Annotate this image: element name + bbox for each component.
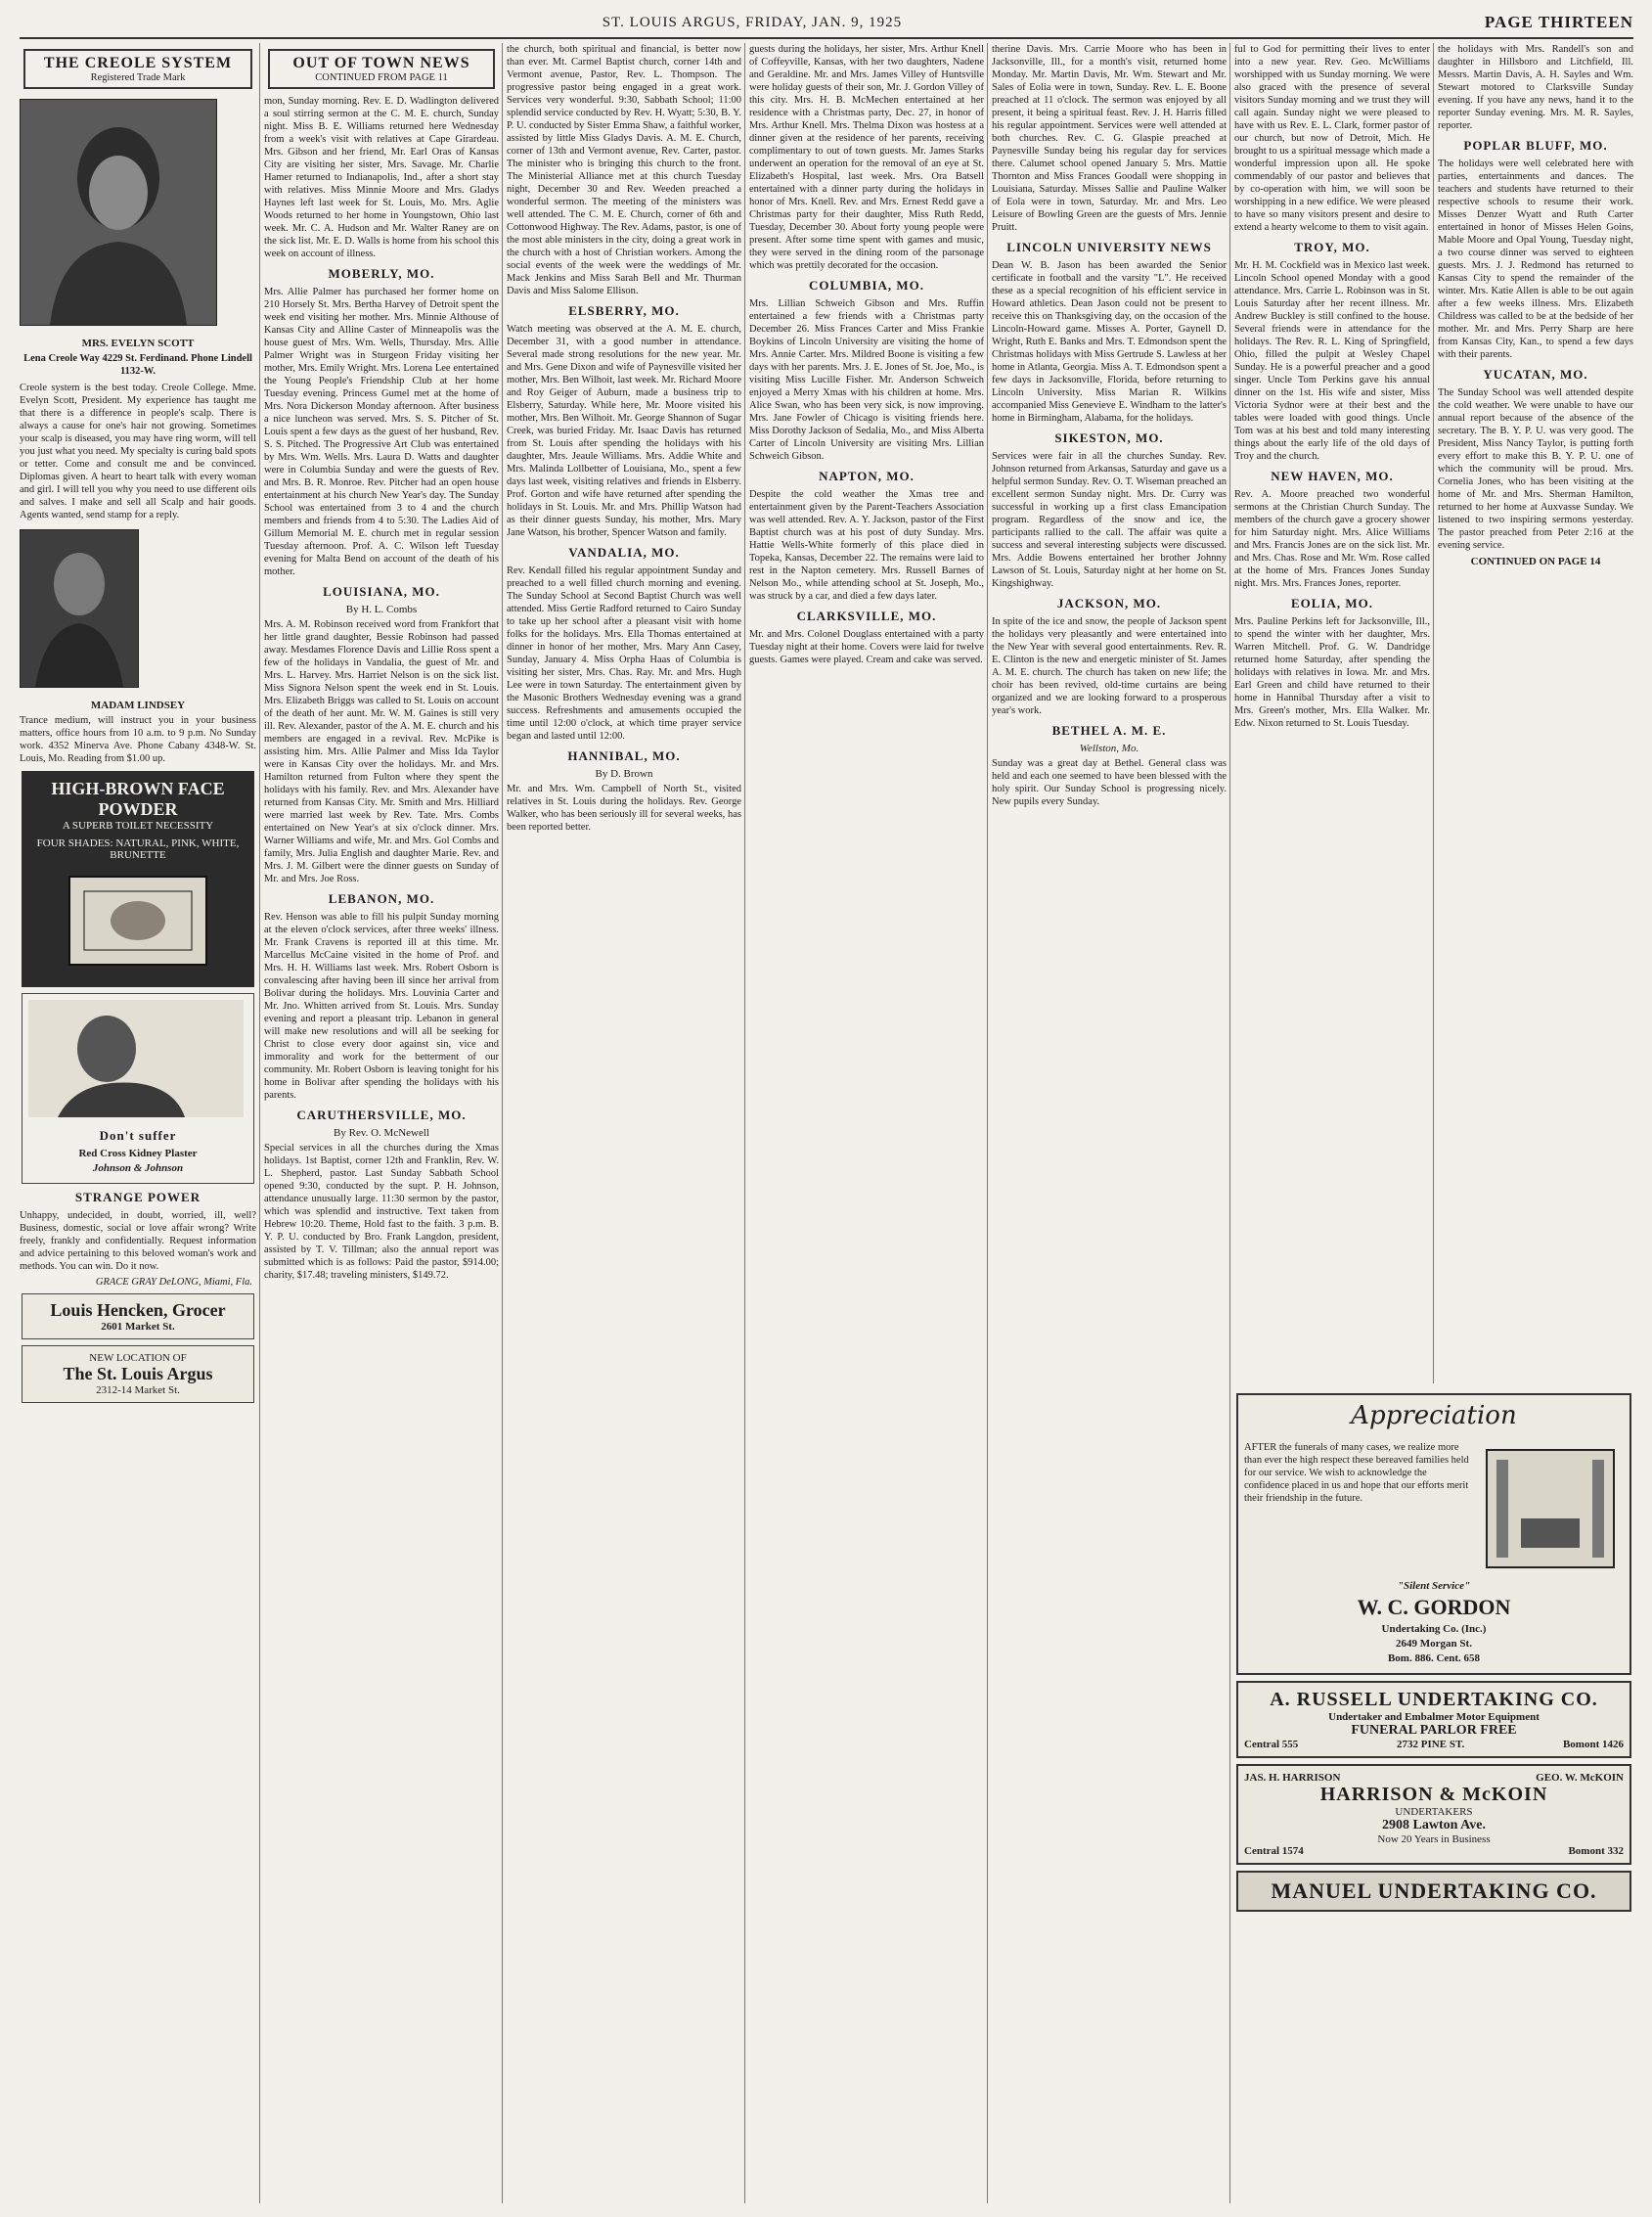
column-rule	[987, 43, 988, 2203]
clarksville-body: Mr. and Mrs. Colonel Douglass entertained with a party Tuesday night at their home. Covers were laid for twelve guests. Games were played. Cream and cake was served.	[749, 629, 984, 665]
elsberry-body: Watch meeting was observed at the A. M. E. church, December 31, with a good number in attendance. Several made strong resolutions for the new year. Mr. and Mrs. Gene Dixon and wife of Paynesville visited her mother, Mrs. Ben Wilhoit, last week. Mr. Richard Moore and Roy Geiger of Auburn, made a business trip to Elsberry, Saturday. While here, Mr. Moore visited his mother, Mrs. Ben Wilhoit. Mr. George Shannon of Sugar Creek, was buried Friday. Mr. Isaac Davis has returned from St. Louis after spending the holidays with his daughter, Mrs. Jeaule Williams. Mrs. Addie White and Mrs. Malinda Lollbetter of Louisiana, Mo., spent a few days last week, visiting relatives and friends in Elsberry. Prof. Gorton and wife have returned after spending the holidays in St. Louis. Mr. and Mrs. Phillip Watson had as their dinner guests Sunday, his mother, Mrs. Mary Jane Watson, his brother, Spencer Watson and family.	[507, 324, 741, 538]
strange-power-body: Unhappy, undecided, in doubt, worried, ill, well? Business, domestic, social or love affair wrong? Write freely, frankly and confidentially. Request information and advice pertaining to this beloved woman's work and methods. You can win. Do it now.	[20, 1210, 256, 1272]
redcross-maker: Johnson & Johnson	[92, 1162, 184, 1174]
caruthersville-heading: CARUTHERSVILLE, MO.	[296, 1108, 467, 1122]
appreciation-signature: "Silent Service"	[1397, 1580, 1471, 1592]
gordon-line: Undertaking Co. (Inc.)	[1381, 1623, 1487, 1635]
redcross-title: Don't suffer	[99, 1128, 177, 1143]
harrison-mckoin-ad	[1236, 1764, 1631, 1865]
louisiana-byline: By H. L. Combs	[345, 604, 418, 615]
creole-address: Lena Creole Way 4229 St. Ferdinand. Phone Lindell 1132-W.	[23, 353, 252, 377]
lincoln-body: Dean W. B. Jason has been awarded the Senior certificate in football and the varsity "L". He received these as a special recognition of his efficient service in Howard athletics. Dean Jason could not be present to receive this on Thanksgiving day, on the occasion of the Lincoln-Howard game. Misses A. Porter, Gaynell D. Wright, Ruth E. Banks and Mrs. T. Edmondson spent the Christmas holidays with Miss Gertrude S. Lawless at her home in Atlanta, Georgia. Miss A. T. Edmondson spent a few days in Jacksonville, Florida, before returning to Lincoln University. Miss Marian R. Wilkins accompanied Miss Genevieve E. Windham to the latter's home in Birmingham, Alabama, for the holidays.	[992, 260, 1227, 424]
creole-trademark: Registered Trade Mark	[90, 72, 186, 83]
hannibal-body: Mr. and Mrs. Wm. Campbell of North St., visited relatives in St. Louis during the holidays. Rev. George Walker, who has been seriously ill for several weeks, has been reported better.	[507, 784, 741, 833]
creole-ad	[23, 49, 252, 89]
portrait-photo	[20, 99, 217, 326]
harrison-owner1: JAS. H. HARRISON	[1244, 1772, 1341, 1784]
sikeston-heading: SIKESTON, MO.	[1054, 430, 1164, 445]
appreciation-body: AFTER the funerals of many cases, we realize more than ever the high respect these bereaved families held for our service. We wish to acknowledge the confidence placed in us and hope that our efforts merit their friendship in the future.	[1244, 1441, 1469, 1504]
harrison-address: 2908 Lawton Ave.	[1382, 1818, 1486, 1832]
louisiana-heading: LOUISIANA, MO.	[323, 584, 440, 599]
column-2	[264, 43, 499, 2203]
yucatan-body: The Sunday School was well attended despite the cold weather. We were unable to have our annual report because of the absence of the secretary. The B. Y. P. U. was very good. The President, Miss Nancy Taylor, is putting forth every effort to make this B. Y. P. U. one of which the community will be proud. Mrs. Cornelia Jones, who has been visiting at the home of Mr. and Mrs. Sherman Hamilton, returned to her home at Auxvasse Sunday. We listened to two inspiring sermons yesterday. The pastor preached from Peter 2:16 at the evening service.	[1438, 387, 1633, 551]
harrison-owner2: GEO. W. McKOIN	[1536, 1772, 1624, 1784]
poplar-bluff-heading: POPLAR BLUFF, MO.	[1463, 138, 1608, 153]
clarksville-heading: CLARKSVILLE, MO.	[796, 609, 937, 623]
argus-line2: The St. Louis Argus	[63, 1364, 213, 1383]
page-number: PAGE THIRTEEN	[1484, 13, 1633, 31]
napton-heading: NAPTON, MO.	[819, 469, 915, 483]
vandalia-body: Rev. Kendall filled his regular appointment Sunday and preached to a well filled church morning and evening. The Sunday School at Second Baptist Church was well attended. Miss Gertie Radford returned to Cairo Sunday to take up her school after a pleasant visit with home folks for the holidays. Mrs. Ella Thomas entertained at dinner in honor of her mother, Mrs. Mary Ann Casey, Sunday, January 4. Miss Orpha Haas of Columbia is visiting her sister, Mrs. Chas. Ray. Mr. and Mrs. Hugh Lee were in town Saturday. The entertainment given by the Masonic Brothers Wednesday evening was a grand success. Refreshments and amusements occupied the time until 12:00 o'clock, at which time prayer service began and lasted until 12:00.	[507, 566, 741, 742]
column-6-continued-body: ful to God for permitting their lives to enter into a new year. Rev. Geo. McWilliams worshipped with us Sunday morning. We were also graced with the presence of several visitors Sunday morning and we trust they will call again. Sunday night we were pleased to have with us Rev. E. L. Clark, former pastor of our church, but now of Detroit, Mich. He brought to us a spiritual message which made a wonderful impression upon all. He spoke commendably of our pastor and believes that by co-operation with him, we will soon be worshipping in a new edifice. We were pleased to have so many visitors present and desire to extend a hearty welcome to them to visit again.	[1234, 44, 1430, 233]
creole-body: Creole system is the best today. Creole College. Mme. Evelyn Scott, President. My experience has taught me that there is a difference in people's scalp. There is always a cause for one's hair not growing. Sometimes your scalp is diseased, you may have ring worm, will tell you just what you need. My specialty is curing bald spots or tetter. Come and consult me and be convinced. Diplomas given. A heart to heart talk with every woman and girl. I will tell you why you need to use different oils and salves. I make and sell all Scalp and hair goods. Agents wanted, send stamp for a reply.	[20, 383, 256, 520]
column-3-continued-body: the church, both spiritual and financial, is better now than ever. Mt. Carmel Baptist church, corner 14th and Vermont avenue, Pastor, Rev. L. Thompson. The progressive pastor being engaged in a great work. Services very wonderful. 9:30, Sabbath School; 11:00 splendid service conducted by Rev. H. Wyatt; 5:30, B. Y. P. U. conducted by Sister Emma Shaw, a faithful worker, assisted by little Miss Gladys Davis. A. M. E. Church, corner of 13th and Vermont avenue, Rev. Carter, pastor. The minister who is bringing this church to the front. The Ministerial Alliance met at this church Tuesday night, December 30 and Rev. Weeden preached a wonderful sermon. The meeting of the ministers was well attended. The C. M. E. Church, corner of 6th and Cottonwood Highway. The Rev. Adams, pastor, is one of the most able ministers in the city, doing a great work in the church with a host of Christian workers. Among the social events of the week were the weddings of Mr. Mack Jenkins and Miss Sarah Bell and Mr. Thurman Davis and Miss Salome Ellison.	[507, 44, 741, 296]
caruthersville-byline: By Rev. O. McNewell	[334, 1127, 429, 1139]
appreciation-ad	[1236, 1393, 1631, 1675]
column-rule	[259, 43, 260, 2203]
manuel-ad	[1236, 1871, 1631, 1912]
argus-line3: 2312-14 Market St.	[96, 1384, 180, 1396]
out-of-town-body: mon, Sunday morning. Rev. E. D. Wadlington delivered a soul stirring sermon at the C. M. E. church, Sunday night. Miss B. E. Williams returned here Wednesday from a week's visit with relatives at Cape Girardeau. Mrs. Gibson and her friend, Mr. Earl Oras of Kansas City are visiting her sister, Mrs. Savage. Mr. Charlie Hamer returned to Indianapolis, Ind., after a short stay with relatives. Miss Minnie Moore and Mrs. Gladys Haynes left last week for St. Louis, Mo. Mrs. Aglie Woods returned to her home in Youngstown, Ohio last week. Mr. C. A. Hudson and Mr. Walter Raney are on the sick list. Mr. E. D. Walls is home from his school this week on account of illness.	[264, 96, 499, 259]
highbrown-title: HIGH-BROWN FACE POWDER	[51, 779, 225, 819]
harrison-phone-row	[1244, 1845, 1624, 1857]
strange-power-heading: STRANGE POWER	[74, 1190, 201, 1204]
column-ads-left	[20, 43, 256, 2203]
russell-ad	[1236, 1681, 1631, 1758]
grocer-ad	[22, 1293, 254, 1339]
harrison-phone2: Bomont 332	[1568, 1845, 1624, 1857]
lebanon-heading: LEBANON, MO.	[328, 891, 435, 906]
out-of-town-title: OUT OF TOWN NEWS	[292, 55, 470, 71]
column-5	[992, 43, 1227, 2203]
column-7-continued-body: the holidays with Mrs. Randell's son and daughter in Hillsboro and Litchfield, Ill. Messrs. Martin Davis, A. H. Sayles and Wm. Stewart motored to Clarksville Sunday evening. If you have any news, hand it to the reporter Sunday evening. Mrs. M. R. Sayles, reporter.	[1438, 44, 1633, 131]
russell-line1: Undertaker and Embalmer Motor Equipment	[1328, 1711, 1540, 1723]
russell-name: A. RUSSELL UNDERTAKING CO.	[1270, 1689, 1598, 1710]
argus-location-ad	[22, 1345, 254, 1403]
redcross-name: Red Cross Kidney Plaster	[78, 1148, 198, 1159]
lindsey-body: Trance medium, will instruct you in your business matters, office hours from 10 a.m. to 9 p.m. No Sunday work. 4352 Minerva Ave. Phone Cabany 4348-W. St. Louis, Mo. Reading from $1.00 up.	[20, 715, 256, 764]
moberly-body: Mrs. Allie Palmer has purchased her former home on 210 Horsely St. Mrs. Bertha Harvey of Detroit spent the week end visiting her mother. Mrs. Minnie Althouse of Kansas City and Alline Caster of Minneapolis was the house guest of Mrs. Wm. Wells, Thursday. Mrs. Allie Palmer Wright was in Sturgeon Friday visiting her mother, Mrs. Emily Wright. Mrs. Lorena Lee entertained the Young People's Friendship Club at her home Tuesday evening. Princess Gumel met at the home of Mrs. Nora Dickerson Monday afternoon. After business a nice luncheon was served. Mrs. S. S. Pitcher of St. Louis spent a few days as the guest of her husband, Rev. S. S. Pitched. The Progressive Art Club was entertained by Mrs. Wm. Wells. Mrs. Laura D. Watts and daughter were in Columbia Sunday and were the guests of Rev. and Mrs. B. R. Monroe. Rev. Pitcher had an open house entertainment at his church New Year's day. The Sunday School was entertained from 3 to 4 and the church members and friends from 4 to 5:30. The Ladies Aid of Gillum Memorial M. E. church met in regular session Tuesday afternoon. Prof. A. C. Wilson left Tuesday evening for Malta Bend on account of the death of his mother.	[264, 287, 499, 577]
russell-phone1: Central 555	[1244, 1739, 1299, 1750]
funeral-parlor-illustration	[1477, 1430, 1624, 1577]
lindsey-caption: MADAM LINDSEY	[90, 700, 186, 711]
russell-phone2: Bomont 1426	[1562, 1739, 1624, 1750]
argus-line1: NEW LOCATION OF	[89, 1352, 187, 1364]
troy-body: Mr. H. M. Cockfield was in Mexico last week. Lincoln School opened Monday with a good attendance. Mrs. Carrie L. Robinson was in St. Louis Saturday after her recent illness. Mr. Andrew Buckley is still confined to the house. Several friends were in attendance for the holidays. The Rev. R. L. King of Springfield, Ohio, filled the pulpit at Wesley Chapel Sunday. He is a powerful preacher and a good singer. Uncle Tom Perkins gave his annual dinner on the 1st. His wife and sister, Miss Victoria Sydnor were at their best and the tables were loaded with good things. Uncle Tom was at his best and told many interesting things about the early life of the old days of Troy and the church.	[1234, 260, 1430, 462]
new-haven-heading: NEW HAVEN, MO.	[1271, 469, 1394, 483]
columbia-body: Mrs. Lillian Schweich Gibson and Mrs. Ruffin entertained a few friends with a Christmas party December 26. Miss Frances Carter and Miss Frankie Boykins of Lincoln University are visiting the home of Mrs. Annie Carter. Mrs. Mildred Boone is visiting a few days with her parents. Mrs. J. E. Jones of St. Joe, Mo., is visiting Miss Lucille Fisher. Mr. Anderson Schweich enjoyed a Merry Xmas with his children at home. Mrs. Alice Swan, who has been very sick, is now improving. Mrs. Jane Fowler of Chicago is visiting friends here. Miss Dorothy Jackson of Sedalia, Mo., and Miss Alberta Carter of Lincoln University are visiting Mrs. Lillian Schweich Gibson.	[749, 298, 984, 462]
highbrown-shades: FOUR SHADES: NATURAL, PINK, WHITE, BRUNETTE	[36, 837, 240, 861]
creole-caption: MRS. EVELYN SCOTT	[81, 338, 195, 349]
new-haven-body: Rev. A. Moore preached two wonderful sermons at the Christian Church Sunday. The members of the church gave a grocery shower for him Saturday night. Mrs. Alice Williams and Mrs. Francis Jones are on the sick list. Mr. and Mrs. Chas. Rose and Mr. Wm. Rose called at the home of Mrs. Frances Jones Sunday night. Mrs. Mrs. Frances Jones, reporter.	[1234, 489, 1430, 589]
napton-body: Despite the cold weather the Xmas tree and entertainment given by the Parent-Teachers Association was well attended. Rev. A. Y. Jackson, pastor of the First Baptist church was at his post of duty Sunday. Mrs. Hattie Wells-White formerly of this place died in Topeka, Kansas, December 22. The remains were laid to rest in the Napton cemetery. Mrs. Russell Barnes of Nelson Mo., while attending school at St. Joseph, Mo., was struck by a car, and died a few days later.	[749, 489, 984, 602]
column-5-continued-body: therine Davis. Mrs. Carrie Moore who has been in Jacksonville, Ill., for a month's visit, returned home Monday. Mr. Martin Davis, Mr. Wm. Stewart and Mr. Sales of Eolia were in town, Sunday. Rev. L. E. Boone preached at 11 o'clock. The sermon was enjoyed by all present, it being a spiritual feast. Rev. J. H. Harris filled his regular appointment. Services were well attended at both churches. Rev. C. G. Glaspie preached at Paynesville Sunday being his regular day for services there. Calumet school opened January 5. Mrs. Mattie Thornton and Miss Frances Goodall were shopping in Louisiana, Saturday. Misses Sallie and Pauline Walker of Eola were in town, Saturday. Mr. and Mrs. Leo Leisure of Bowling Green are the guests of Mrs. Jennie Pruitt.	[992, 44, 1227, 233]
yucatan-heading: YUCATAN, MO.	[1483, 367, 1588, 382]
grocer-name: Louis Hencken, Grocer	[50, 1300, 226, 1320]
eolia-heading: EOLIA, MO.	[1290, 596, 1374, 611]
harrison-top-row	[1244, 1772, 1624, 1784]
sikeston-body: Services were fair in all the churches Sunday. Rev. Johnson returned from Arkansas, Saturday and gave us a helpful sermon Sunday. Rev. O. T. Wiseman preached an excellent sermon Sunday night. Mrs. Dr. Curry was successful in working up a first class Emancipation program. Regardless of the snow and ice, the participants rallied to the call. The affair was quite a success and several interesting subjects were discussed. Mrs. Addie Bowens entertained her brother Johnny Lawson of St. Louis, Saturday night at her home on St. Kingshighway.	[992, 451, 1227, 589]
russell-line2: FUNERAL PARLOR FREE	[1351, 1723, 1517, 1738]
column-4-continued-body: guests during the holidays, her sister, Mrs. Arthur Knell of Coffeyville, Kansas, with her two daughters, Nadene and Geraldine. Mr. and Mrs. James Villey of Huntsville were holiday guests of their son, Mr. J. Gordon Villey of this city. Mrs. H. B. McMechen entertained at her residence with a Christmas party, Dec. 27, in honor of Mrs. Arthur Knell. Mrs. Thelma Dixon was hostess at a dinner given at the residence of her parents, receiving complimentary to out of town guests. Mr. James Starks underwent an operation for the removal of an eye at St. Elizabeth's Hospital, last week. Mrs. Ora Batsell entertained with a dinner party during the holidays in honor of Mrs. Knell. Rev. and Mrs. Ernest Redd gave a Christmas party for their daughter, Miss Ruth Redd, Tuesday, December 30. About forty young people were present. After some time spent with games and music, they were served in the dining room of the parsonage which was prettily decorated for the occasion.	[749, 44, 984, 271]
gordon-address: 2649 Morgan St.	[1396, 1638, 1472, 1650]
russell-contact-row	[1244, 1739, 1624, 1750]
column-7	[1438, 43, 1633, 1383]
column-3	[507, 43, 741, 2203]
lindsey-photo	[20, 529, 139, 688]
bethel-body: Sunday was a great day at Bethel. General class was held and each one seemed to have been blessed with the holy spirit. Our Sunday School is progressing nicely. New pupils every Sunday.	[992, 758, 1227, 807]
lebanon-body: Rev. Henson was able to fill his pulpit Sunday morning at the eleven o'clock services, after three weeks' illness. Mr. Frank Cravens is reported ill at this time. Mr. Marcellus McCaine visited in the home of Prof. and Mrs. H. H. Williams last week. Mrs. Robert Osborn is convalescing after having been ill since her arrival from Bolivar during the holidays. Mrs. Louvinia Carter and Mr. Jno. Whitten arrived from St. Louis. Mrs. Sunday evening and report a pleasant trip. Lebanon in general will make new resolutions and will all be seeking for Christ to close every door against sin, vice and immorality and work for the betterment of our community. Mr. Robert Osborn is leaving tonight for his home in Bolivar after spending the holidays with his parents.	[264, 912, 499, 1101]
out-of-town-sub: CONTINUED FROM PAGE 11	[315, 72, 448, 83]
redcross-ad	[22, 993, 254, 1184]
continued-notice: CONTINUED ON PAGE 14	[1470, 556, 1601, 567]
masthead	[20, 8, 1633, 39]
right-columns-text	[1234, 43, 1633, 1383]
gordon-phones: Bom. 886. Cent. 658	[1387, 1652, 1481, 1664]
harrison-note: Now 20 Years in Business	[1377, 1833, 1491, 1845]
louisiana-body: Mrs. A. M. Robinson received word from Frankfort that her little grand daughter, Bessie Robinson had passed away. Mesdames Florence Davis and Lillie Ross spent a few of the holidays in Vandalia, the guest of Mr. and Mrs. L. Harvey. Mrs. Harriet Nelson is on the sick list. Miss Signora Nelson spent the week end in St. Louis. Mrs. Elizabeth Briggs was called to St. Louis on account of the death of her aunt. Mr. W. M. Gaines is still very ill. Rev. Alexander, pastor of the A. M. E. church and his members are engaged in a revival. Rev. McPike is assisting him. Mrs. Allie Palmer and Miss Ida Taylor were in Kansas City over the holidays. Mr. and Mrs. Hamilton returned from Fulton where they spent the holidays with his family. Rev. and Mrs. Alexander have returned from Kansas City. Mr. Smith and Mrs. Hilliard were married last week by Rev. Tate. Mrs. Combs entertained on New Year's at six o'clock dinner. Mrs. Warner Williams and wife, Mr. and Mrs. Gol Combs and family, Mrs. Julia English and daughter Marie. Rev. and Mrs. J. M. Gilbert were the dinner guests on Sunday of Mr. and Mrs. Joe Ross.	[264, 619, 499, 884]
columbia-heading: COLUMBIA, MO.	[808, 278, 925, 293]
poplar-bluff-body: The holidays were well celebrated here with parties, entertainments and dances. The teachers and students have returned to their respective schools to resume their work. Misses Denzer Wyatt and Ruth Carter entertained in honor of Misses Helen Goins, Mable Moore and Opal Young, Tuesday night, a two course dinner was served to eighteen guests. Mrs. J. J. Redmond has returned to Kansas City to spend the remainder of the winter. Mrs. Katie Allen is able to be out again after a few weeks illness. Mrs. Elizabeth Childress was called to be at the bedside of her mother. Mr. and Mrs. Perry Sharp are here from Kansas City, Kan., to spend a few days with their parents.	[1438, 158, 1633, 360]
column-rule	[1229, 43, 1230, 2203]
grocer-address: 2601 Market St.	[101, 1321, 175, 1333]
masthead-title: ST. LOUIS ARGUS, FRIDAY, JAN. 9, 1925	[602, 14, 903, 30]
out-of-town-header	[268, 49, 495, 89]
eolia-body: Mrs. Pauline Perkins left for Jacksonville, Ill., to spend the winter with her daughter, Mrs. Warren Mitchell. Prof. G. W. Dandridge returned home Saturday, after spending the holidays with relatives in Iowa. Mr. and Mrs. Earl Green and child have returned to their home in Hannibal Thursday after a visit to Mrs. Green's mother, Mrs. Ella Walker. Mr. Edw. Nixon returned to St. Louis Tuesday.	[1234, 616, 1430, 729]
creole-title: THE CREOLE SYSTEM	[43, 55, 233, 71]
harrison-name: HARRISON & McKOIN	[1319, 1784, 1548, 1805]
column-rule	[744, 43, 745, 2203]
powder-box-illustration	[60, 867, 216, 974]
harrison-sub: UNDERTAKERS	[1395, 1806, 1473, 1818]
elsberry-heading: ELSBERRY, MO.	[568, 303, 680, 318]
strange-power-signature: GRACE GRAY DeLONG, Miami, Fla.	[95, 1277, 252, 1288]
jackson-body: In spite of the ice and snow, the people of Jackson spent the holidays very pleasantly and were entertained into the New Year with several good entertainments. Rev. R. E. Clinton is the new and energetic minister of St. James A. M. E. church. The church has taken on new life; the choir has been revived, old-time curtains are being organized and we are looking forward to a prosperous year's work.	[992, 616, 1227, 716]
hannibal-heading: HANNIBAL, MO.	[567, 748, 681, 763]
appreciation-title: Appreciation	[1351, 1401, 1517, 1430]
vandalia-heading: VANDALIA, MO.	[568, 545, 680, 560]
manuel-name: MANUEL UNDERTAKING CO.	[1271, 1878, 1597, 1903]
caruthersville-body: Special services in all the churches during the Xmas holidays. 1st Baptist, corner 12th and Franklin, Rev. W. L. Shepherd, pastor. Last Sunday Sabbath School opened 9:30, conducted by the supt. P. H. Johnson, attendance unusually large. 11:30 sermon by the pastor, which was splendid and instructive. Text taken from Hebrew 10:20. Theme, Hold fast to the faith. 3 p.m. B. Y. P. U. conducted by Bro. Frank Langdon, president, assisted by T. V. Tillman; also the annual report was submitted which is as follows: Paid the pastor, $914.00; charity, $17.48; traveling ministers, $149.72.	[264, 1143, 499, 1281]
column-rule	[502, 43, 503, 2203]
highbrown-ad	[22, 771, 254, 987]
troy-heading: TROY, MO.	[1294, 240, 1370, 254]
column-6	[1234, 43, 1430, 1383]
highbrown-sub: A SUPERB TOILET NECESSITY	[62, 820, 214, 832]
moberly-heading: MOBERLY, MO.	[328, 266, 435, 281]
bethel-heading: BETHEL A. M. E.	[1051, 723, 1167, 738]
column-4	[749, 43, 984, 2203]
bethel-sub: Wellston, Mo.	[1079, 743, 1139, 754]
gordon-name: W. C. GORDON	[1357, 1595, 1511, 1619]
hannibal-byline: By D. Brown	[595, 768, 653, 780]
man-suffering-illustration	[28, 1000, 244, 1117]
jackson-heading: JACKSON, MO.	[1056, 596, 1162, 611]
harrison-phone1: Central 1574	[1244, 1845, 1304, 1857]
lincoln-heading: LINCOLN UNIVERSITY NEWS	[1006, 240, 1212, 254]
undertaker-ads	[1234, 1389, 1633, 2203]
russell-address: 2732 PINE ST.	[1397, 1739, 1465, 1750]
